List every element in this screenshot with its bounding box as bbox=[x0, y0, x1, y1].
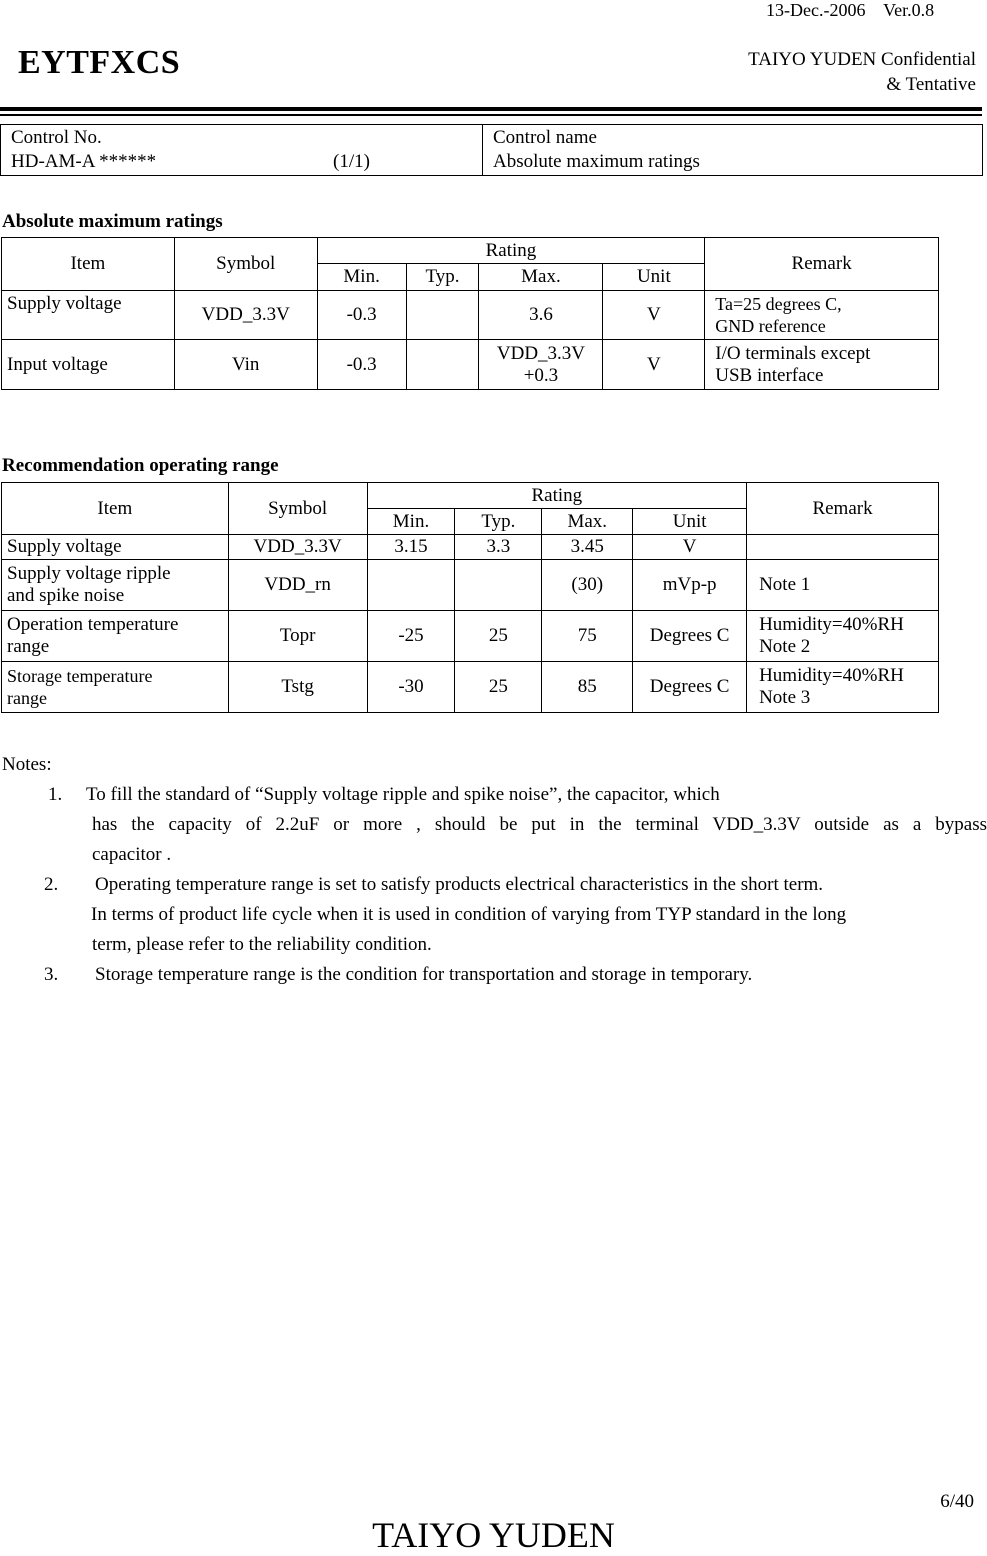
abs-max-symbol: VDD_3.3V bbox=[174, 291, 317, 340]
abs-max-header-unit: Unit bbox=[603, 264, 705, 291]
abs-max-typ bbox=[406, 340, 479, 390]
rec-op-item-line2: range bbox=[7, 636, 50, 657]
rec-op-item: Supply voltage bbox=[2, 535, 229, 560]
control-no-value: HD-AM-A ****** bbox=[11, 151, 157, 172]
rec-op-max: (30) bbox=[542, 560, 633, 611]
rec-op-header-item: Item bbox=[2, 483, 229, 535]
abs-max-max-line1: 3.6 bbox=[529, 304, 553, 325]
rec-op-header-unit: Unit bbox=[633, 509, 747, 535]
rec-op-header-min: Min. bbox=[367, 509, 455, 535]
rec-op-header-rating: Rating bbox=[367, 483, 747, 509]
header-rule-thin bbox=[0, 114, 982, 116]
note-3-number: 3. bbox=[44, 964, 59, 985]
abs-max-min: -0.3 bbox=[317, 340, 406, 390]
table-row bbox=[2, 662, 939, 713]
rec-op-max: 3.45 bbox=[542, 535, 633, 560]
abs-max-min: -0.3 bbox=[317, 291, 406, 340]
table-row bbox=[2, 291, 939, 340]
control-name-label: Control name bbox=[493, 127, 597, 148]
abs-max-remark-line2: USB interface bbox=[715, 364, 824, 386]
rec-op-min: -25 bbox=[367, 611, 455, 662]
rec-op-item-line1: Storage temperature bbox=[7, 666, 153, 686]
rec-op-remark-line2: Note 3 bbox=[759, 687, 811, 708]
abs-max-typ bbox=[406, 291, 479, 340]
abs-max-header-remark: Remark bbox=[705, 238, 939, 291]
rec-op-item-line2: range bbox=[7, 688, 47, 708]
rec-op-min: 3.15 bbox=[367, 535, 455, 560]
note-1-number: 1. bbox=[48, 784, 63, 805]
abs-max-title: Absolute maximum ratings bbox=[2, 211, 223, 232]
abs-max-max-line2: +0.3 bbox=[523, 364, 559, 386]
rec-op-typ bbox=[455, 560, 542, 611]
abs-max-unit: V bbox=[603, 340, 705, 390]
abs-max-max-line1: VDD_3.3V bbox=[496, 342, 586, 364]
rec-op-symbol: VDD_3.3V bbox=[228, 535, 367, 560]
note-1-line-3: capacitor . bbox=[92, 844, 172, 865]
rec-op-unit: Degrees C bbox=[633, 662, 747, 713]
abs-max-remark-line1: I/O terminals except bbox=[715, 342, 871, 364]
rec-op-item bbox=[2, 611, 229, 662]
rec-op-item bbox=[2, 560, 229, 611]
abs-max-symbol: Vin bbox=[174, 340, 317, 390]
note-1-line-2: has the capacity of 2.2uF or more , should be put in the terminal VDD_3.3V outside as a bypass bbox=[92, 814, 987, 835]
rec-op-typ: 25 bbox=[455, 662, 542, 713]
control-no-cell bbox=[1, 125, 483, 176]
rec-op-remark-line2: Note 2 bbox=[759, 636, 811, 657]
rec-op-header-symbol: Symbol bbox=[228, 483, 367, 535]
rec-op-item-line1: Operation temperature bbox=[7, 614, 179, 635]
table-row bbox=[2, 560, 939, 611]
note-1-line-1: To fill the standard of “Supply voltage ripple and spike noise”, the capacitor, which bbox=[86, 784, 720, 805]
abs-max-unit: V bbox=[603, 291, 705, 340]
rec-op-unit: Degrees C bbox=[633, 611, 747, 662]
rec-op-min: -30 bbox=[367, 662, 455, 713]
confidential-line-2: & Tentative bbox=[886, 74, 976, 95]
rec-op-remark-line1: Humidity=40%RH bbox=[759, 614, 904, 635]
page-number: 6/40 bbox=[940, 1491, 974, 1512]
confidential-notice bbox=[748, 47, 976, 97]
rec-op-unit: mVp-p bbox=[633, 560, 747, 611]
abs-max-header-max: Max. bbox=[479, 264, 603, 291]
abs-max-item: Supply voltage bbox=[2, 291, 175, 340]
abs-max-remark bbox=[705, 340, 939, 390]
rec-op-typ: 25 bbox=[455, 611, 542, 662]
rec-op-typ: 3.3 bbox=[455, 535, 542, 560]
footer-company: TAIYO YUDEN bbox=[372, 1515, 615, 1555]
rec-op-symbol: VDD_rn bbox=[228, 560, 367, 611]
rec-op-header-typ: Typ. bbox=[455, 509, 542, 535]
abs-max-table bbox=[1, 237, 939, 390]
rec-op-item bbox=[2, 662, 229, 713]
rec-op-item-line2: and spike noise bbox=[7, 585, 125, 606]
rec-op-remark-line1: Humidity=40%RH bbox=[759, 665, 904, 686]
abs-max-item: Input voltage bbox=[2, 340, 175, 390]
rec-op-remark bbox=[747, 611, 939, 662]
abs-max-header-item: Item bbox=[2, 238, 175, 291]
note-3-line-1: Storage temperature range is the condition for transportation and storage in temporary. bbox=[95, 964, 753, 985]
rec-op-unit: V bbox=[633, 535, 747, 560]
rec-op-remark bbox=[747, 662, 939, 713]
abs-max-remark-line1: Ta=25 degrees C, bbox=[715, 294, 842, 314]
abs-max-header-min: Min. bbox=[317, 264, 406, 291]
abs-max-remark-line2: GND reference bbox=[715, 316, 826, 336]
rec-op-item-line1: Supply voltage ripple bbox=[7, 563, 171, 584]
abs-max-header-symbol: Symbol bbox=[174, 238, 317, 291]
table-row bbox=[2, 611, 939, 662]
note-2-number: 2. bbox=[44, 874, 59, 895]
control-no-label: Control No. bbox=[11, 127, 102, 148]
rec-op-symbol: Topr bbox=[228, 611, 367, 662]
note-2-line-3: term, please refer to the reliability condition. bbox=[92, 934, 432, 955]
abs-max-header-typ: Typ. bbox=[406, 264, 479, 291]
brand-title: EYTFXCS bbox=[18, 44, 181, 81]
table-row bbox=[2, 535, 939, 560]
notes-heading: Notes: bbox=[2, 754, 52, 775]
abs-max-header-rating: Rating bbox=[317, 238, 705, 264]
abs-max-max bbox=[479, 291, 603, 340]
control-name-value: Absolute maximum ratings bbox=[493, 151, 700, 172]
confidential-line-1: TAIYO YUDEN Confidential bbox=[748, 49, 976, 70]
table-row bbox=[2, 340, 939, 390]
rec-op-remark bbox=[747, 535, 939, 560]
abs-max-max bbox=[479, 340, 603, 390]
note-2-line-2: In terms of product life cycle when it is used in condition of varying from TYP standard in the long bbox=[91, 904, 847, 925]
rec-op-symbol: Tstg bbox=[228, 662, 367, 713]
abs-max-remark bbox=[705, 291, 939, 340]
rec-op-max: 85 bbox=[542, 662, 633, 713]
rec-op-remark: Note 1 bbox=[747, 560, 939, 611]
control-page-fraction: (1/1) bbox=[333, 151, 370, 172]
control-name-cell bbox=[483, 125, 983, 176]
control-box bbox=[0, 124, 983, 176]
header-rule-thick bbox=[0, 107, 982, 111]
note-2-line-1: Operating temperature range is set to satisfy products electrical characteristics in the short term. bbox=[95, 874, 824, 895]
rec-op-max: 75 bbox=[542, 611, 633, 662]
rec-op-min bbox=[367, 560, 455, 611]
rec-op-header-max: Max. bbox=[542, 509, 633, 535]
rec-op-header-remark: Remark bbox=[747, 483, 939, 535]
rec-op-table bbox=[1, 482, 939, 713]
rec-op-title: Recommendation operating range bbox=[2, 455, 279, 476]
date-version: 13-Dec.-2006 Ver.0.8 bbox=[766, 0, 935, 20]
